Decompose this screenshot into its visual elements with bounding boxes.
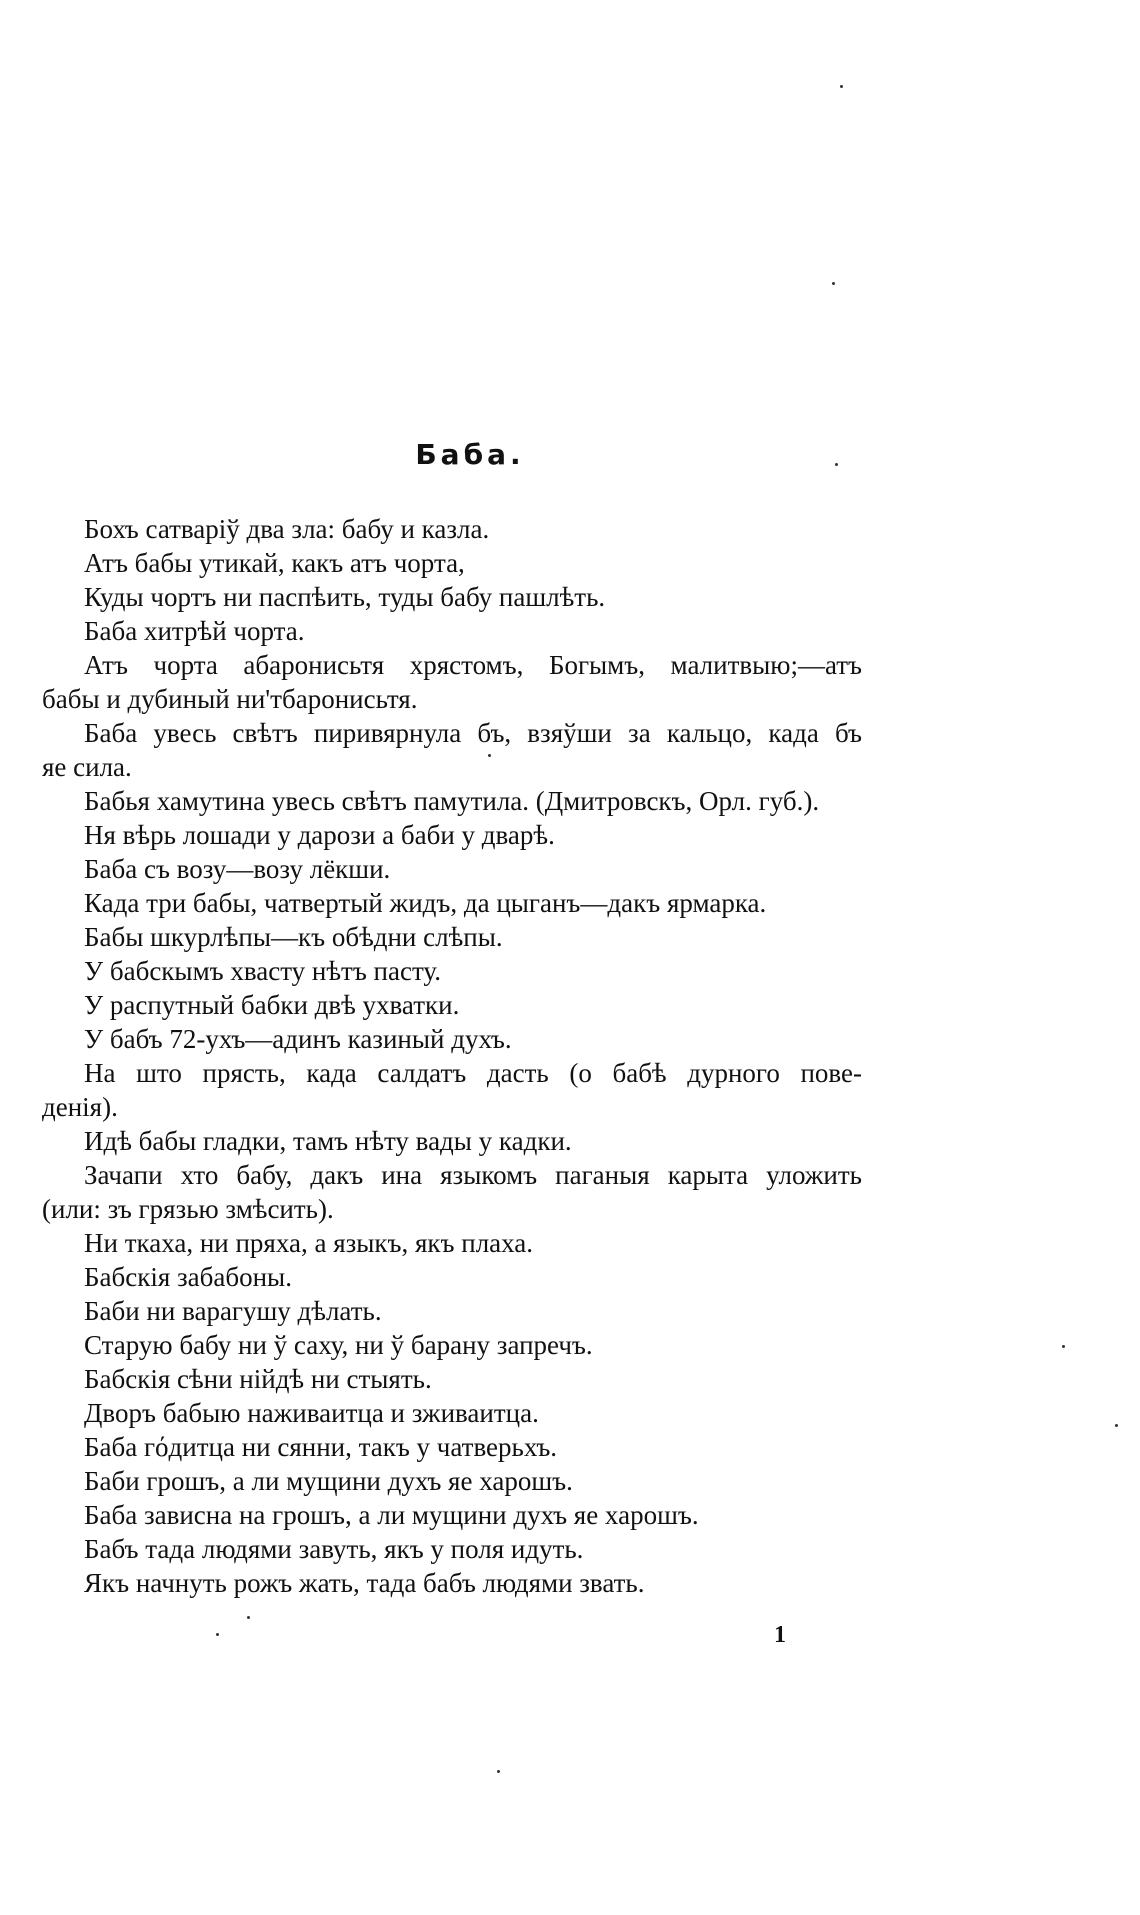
text-line: Бабъ тада людями завуть, якъ у поля идуть. [84,1534,584,1564]
text-line: Бабскія сѣни нійдѣ ни стыять. [84,1364,432,1394]
print-speck [1115,1424,1118,1427]
text-line: Атъ бабы утикай, какъ атъ чорта, [84,548,465,578]
text-line: Ня вѣрь лошади у дарози а баби у дварѣ. [84,820,555,850]
text-line: Бабскія забабоны. [84,1262,292,1292]
text-line: Када три бабы, чатвертый жидъ, да цыганъ—дакъ ярмарка. [84,888,767,918]
print-speck [488,754,491,757]
text-line: Баба гόдитца ни сянни, такъ у чатверьхъ. [84,1432,558,1462]
text-line: Дворъ бабыю наживаитца и зживаитца. [84,1398,539,1428]
text-line: У распутный бабки двѣ ухватки. [84,990,460,1020]
page-number: 1 [774,1622,786,1648]
text-line: Куды чортъ ни паспѣить, туды бабу пашлѣть. [84,582,606,612]
text-line: Атъ чорта абаронисьтя хрястомъ, Богымъ, малитвыю;—атъ [84,650,862,680]
text-line: Ни ткаха, ни пряха, а языкъ, якъ плаха. [84,1228,534,1258]
text-line: яе сила. [42,752,132,782]
print-speck [247,1616,250,1619]
text-line: У бабъ 72-ухъ—адинъ казиный духъ. [84,1024,512,1054]
text-line: Баба зависна на грошъ, а ли мущини духъ яе харошъ. [84,1500,699,1530]
text-line: (или: зъ грязью змѣсить). [42,1194,334,1224]
text-line: На што прясть, када салдатъ дасть (о бабѣ дурного пове- [84,1058,862,1088]
text-line: Якъ начнуть рожъ жать, тада бабъ людями звать. [84,1568,645,1598]
print-speck [216,1633,219,1636]
text-line: Зачапи хто бабу, дакъ ина языкомъ паганыя карыта уложить [84,1160,862,1190]
print-speck [840,85,843,88]
text-line: Баба съ возу—возу лёкши. [84,854,391,884]
text-line: бабы и дубиный ни'тбаронисьтя. [42,684,418,714]
text-line: денія). [42,1092,118,1122]
print-speck [1062,1345,1065,1348]
text-line: Баби грошъ, а ли мущини духъ яе харошъ. [84,1466,573,1496]
text-line: Старую бабу ни ў саху, ни ў барану запречъ. [84,1330,593,1360]
text-line: Бохъ сатваріў два зла: бабу и казла. [84,514,490,544]
text-line: Баба хитрѣй чорта. [84,616,305,646]
print-speck [497,1770,500,1773]
print-speck [832,282,835,285]
text-line: Баби ни варагушу дѣлать. [84,1296,382,1326]
text-line: Бабья хамутина увесь свѣтъ памутила. (Дмитровскъ, Орл. губ.). [84,786,820,816]
text-line: Идѣ бабы гладки, тамъ нѣту вады у кадки. [84,1126,572,1156]
text-line: У бабскымъ хвасту нѣтъ пасту. [84,956,441,986]
proverb-list [42,512,862,1600]
print-speck [835,463,838,466]
page-title: Баба. [415,438,525,471]
text-line: Бабы шкурлѣпы—къ обѣдни слѣпы. [84,922,503,952]
text-line: Баба увесь свѣтъ пиривярнула бъ, взяўши за кальцо, када бъ [84,718,862,748]
